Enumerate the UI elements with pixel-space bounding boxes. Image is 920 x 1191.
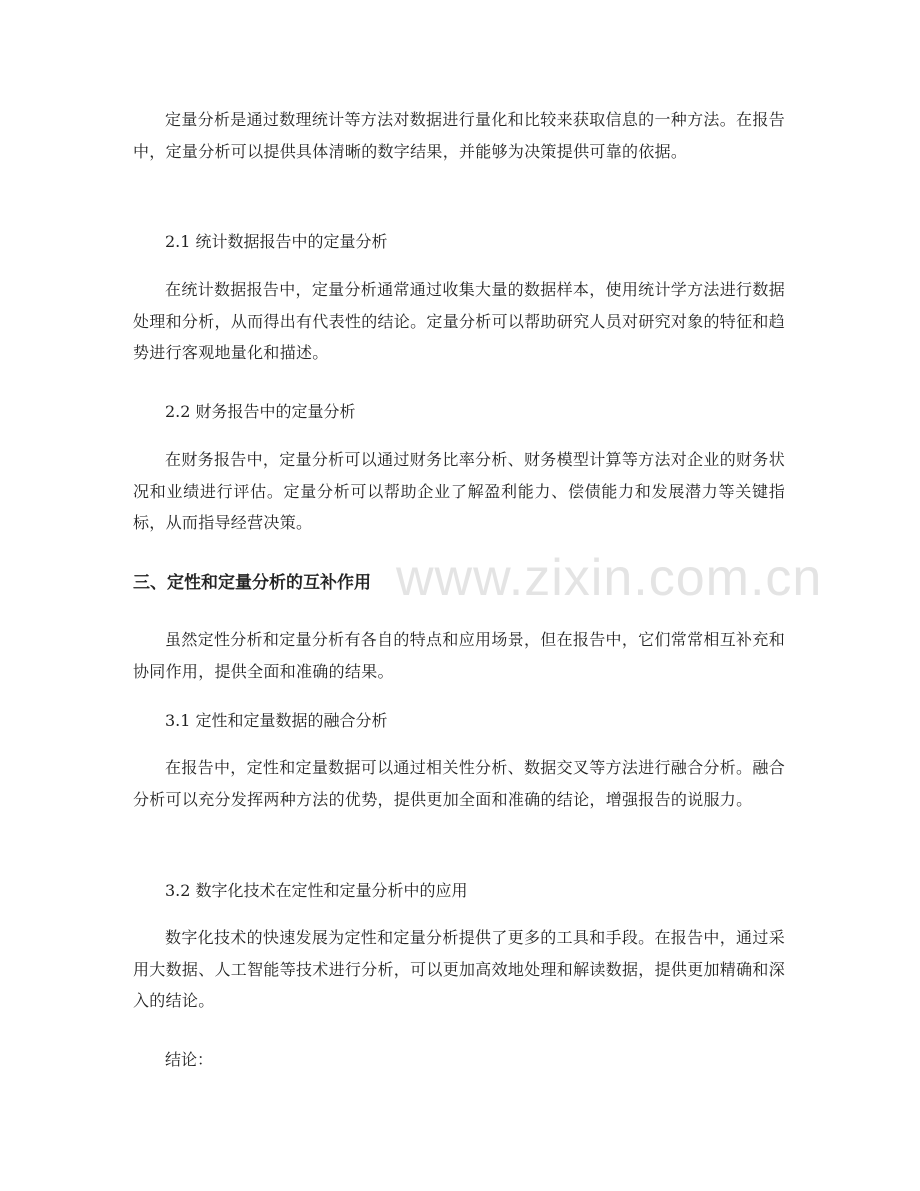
watermark: www.zixin.com.cn [396,549,823,607]
section-heading-3: 三、定性和定量分析的互补作用 [133,573,371,593]
subheading-2-2: 2.2 财务报告中的定量分析 [165,402,356,421]
subheading-3-1: 3.1 定性和定量数据的融合分析 [165,711,388,730]
subheading-2-1: 2.1 统计数据报告中的定量分析 [165,232,388,251]
paragraph-complementary: 虽然定性分析和定量分析有各自的特点和应用场景，但在报告中，它们常常相互补充和协同作用，提供全面和准确的结果。 [133,630,785,681]
paragraph-financial-report: 在财务报告中，定量分析可以通过财务比率分析、财务模型计算等方法对企业的财务状况和业绩进行评估。定量分析可以帮助企业了解盈利能力、偿债能力和发展潜力等关键指标，从而指导经营决策。 [133,450,785,532]
paragraph-quantitative-definition: 定量分析是通过数理统计等方法对数据进行量化和比较来获取信息的一种方法。在报告中，定量分析可以提供具体清晰的数字结果，并能够为决策提供可靠的依据。 [133,110,785,161]
paragraph-statistical-report: 在统计数据报告中，定量分析通常通过收集大量的数据样本，使用统计学方法进行数据处理和分析，从而得出有代表性的结论。定量分析可以帮助研究人员对研究对象的特征和趋势进行客观地量化和描述。 [133,280,786,362]
paragraph-digital-technology: 数字化技术的快速发展为定性和定量分析提供了更多的工具和手段。在报告中，通过采用大数据、人工智能等技术进行分析，可以更加高效地处理和解读数据，提供更加精确和深入的结论。 [133,928,786,1010]
conclusion-label: 结论： [165,1050,214,1069]
paragraph-fusion-analysis: 在报告中，定性和定量数据可以通过相关性分析、数据交叉等方法进行融合分析。融合分析可以充分发挥两种方法的优势，提供更加全面和准确的结论，增强报告的说服力。 [133,758,785,809]
subheading-3-2: 3.2 数字化技术在定性和定量分析中的应用 [165,881,468,900]
